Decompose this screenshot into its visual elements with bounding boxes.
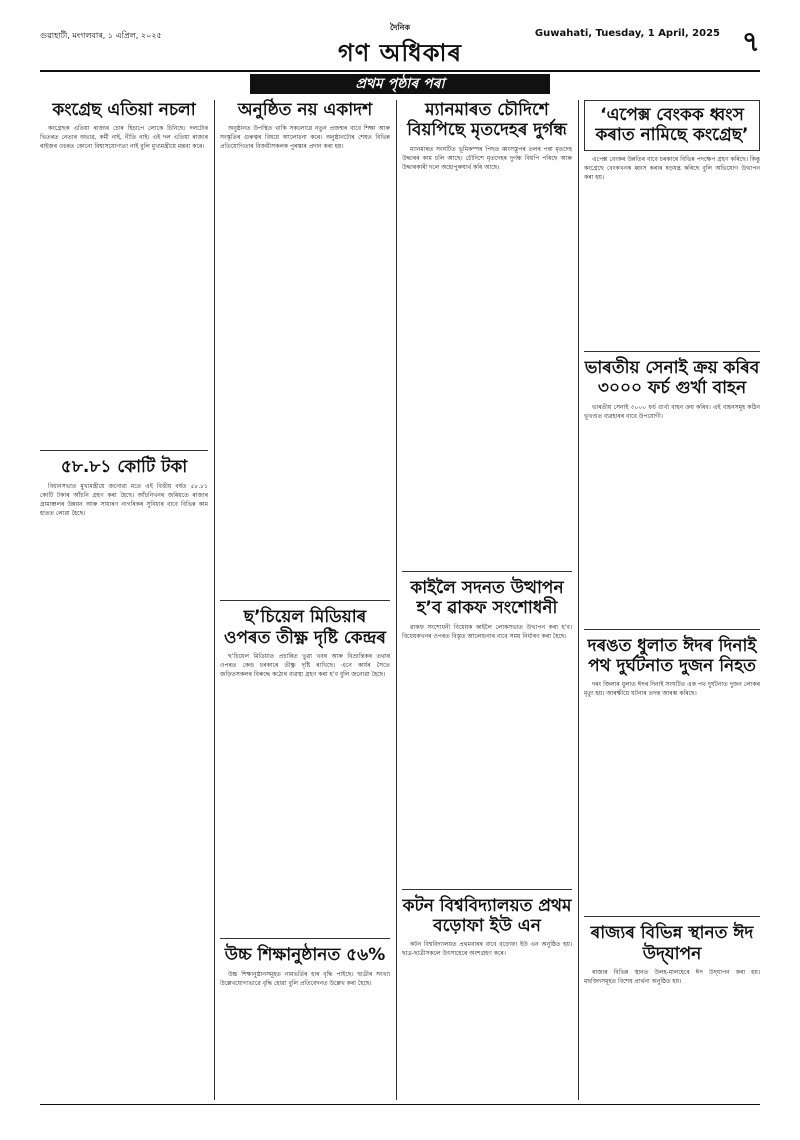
column-1 xyxy=(40,100,208,1042)
article-body: কটন বিশ্ববিদ্যালয়ত প্ৰথমবাৰৰ বাবে বড়োফা ইউ এন অনুষ্ঠিত হয়। ছাত্ৰ-ছাত্ৰীসকলে উৎসাহেৰে অংশগ্ৰহণ কৰে। xyxy=(402,941,572,958)
headline: ম্যানমাৰত চৌদিশে বিয়পিছে মৃতদেহৰ দুৰ্গন্ধ xyxy=(407,100,567,141)
headline: ছ’চিয়েল মিডিয়াৰ ওপৰত তীক্ষ্ণ দৃষ্টি কেন্দ্ৰৰ xyxy=(223,607,386,648)
headline: ৫৮.৮১ কোটি টকা xyxy=(60,457,188,478)
article-body: দৰং জিলাৰ ধুলাত ঈদৰ দিনাই সংঘটিত এক পথ দুৰ্ঘটনাত দুজন লোকৰ মৃত্যু হয়। আৰক্ষীয়ে ঘটনাৰ তদন্ত আৰম্ভ কৰিছে। xyxy=(584,681,760,698)
article-body: ম্যানমাৰত সংঘটিত ভূমিকম্পৰ পিছত ধ্বংসস্তূপৰ তলৰ পৰা মৃতদেহ উদ্ধাৰৰ কাম চলি আছে। চৌদিশে মৃতদেহৰ দুৰ্গন্ধ বিয়পি পৰিছে আৰু উদ্ধাৰকাৰী দলে অহোপুৰুষাৰ্থ কৰি আছে। xyxy=(402,145,572,171)
article-body: ভাৰতীয় সেনাই ৩০০০ ফৰ্চ গুৰ্খা বাহন ক্ৰয় কৰিব। এই বাহনসমূহ কঠিন ভূখণ্ডত ব্যৱহাৰৰ বাবে উপযোগী। xyxy=(584,403,760,420)
date-left: গুৱাহাটী, মংগলবাৰ, ১ এপ্ৰিল, ২০২৫ xyxy=(40,31,162,40)
headline: উচ্চ শিক্ষানুষ্ঠানত ৫৬% xyxy=(224,945,386,966)
headline: কাইলৈ সদনত উত্থাপন হ’ব ৱাকফ সংশোধনী xyxy=(410,577,564,619)
masthead xyxy=(40,20,760,68)
column-2 xyxy=(220,100,390,1120)
headline: কংগ্ৰেছ এতিয়া নচলা xyxy=(52,100,196,120)
headline: অনুষ্ঠিত নয় একাদশ xyxy=(237,100,373,120)
column-3 xyxy=(402,100,572,1140)
article-body: উচ্চ শিক্ষানুষ্ঠানসমূহত নামভৰ্তিৰ হাৰ বৃদ্ধি পাইছে। ছাত্ৰীৰ সংখ্যা উল্লেখযোগ্যভাৱে বৃদ্ধি হোৱা বুলি প্ৰতিবেদনত উল্লেখ কৰা হৈছে। xyxy=(220,970,390,987)
article-body: বিধানসভাত মুখ্যমন্ত্ৰীয়ে জনোৱা মতে এই বিত্তীয় বৰ্ষত ৫৮.৮১ কোটি টকাৰ আঁচনি গ্ৰহণ কৰা হৈছে। আঁচনিখনৰ জৰিয়তে ৰাজ্যৰ গ্ৰামাঞ্চলৰ উন্নয়ন আৰু সাধাৰণ নাগৰিকৰ সুবিধাৰ বাবে বিভিন্ন কাম হাতত লোৱা হৈছে। xyxy=(40,482,208,517)
headline: কটন বিশ্ববিদ্যালয়ত প্ৰথম বড়োফা ইউ এন xyxy=(402,895,572,936)
bottom-rule xyxy=(40,1104,760,1105)
column-divider xyxy=(396,100,397,1100)
newspaper-logo xyxy=(320,22,480,75)
article-body: এপেক্স বেংকৰ উন্নতিৰ বাবে চৰকাৰে বিভিন্ন পদক্ষেপ গ্ৰহণ কৰিছে। কিন্তু কংগ্ৰেছে বেংকখনক ধ্বংস কৰাৰ ষড়যন্ত্ৰ কৰিছে বুলি অভিযোগ উত্থাপন কৰা হয়। xyxy=(584,155,760,181)
headline: ৰাজ্যৰ বিভিন্ন স্থানত ঈদ উদ্‌যাপন xyxy=(590,923,754,964)
logo-text: গণ অধিকাৰ xyxy=(338,39,462,67)
article-body: কংগ্ৰেছক এতিয়া ৰাজ্যৰ চোৰ হিচাপে লোকে চিনিছে। দলটোৰ ভিতৰত নেতাৰ অভাৱ, কৰ্মী নাই, নীতি নাই। এই দল এতিয়া ৰাজ্যৰ ৰাইজৰ ওচৰত কোনো বিশ্বাসযোগ্যতা নাই বুলি মুখ্যমন্ত্ৰীয়ে মন্তব্য কৰে। xyxy=(40,125,208,151)
headline: ‘এপেক্স বেংকক ধ্বংস কৰাত নামিছে কংগ্ৰেছ’ xyxy=(584,100,760,151)
article-body: ছ’চিয়েল মিডিয়াত প্ৰচাৰিত ভুৱা খবৰ আৰু বিভ্ৰান্তিকৰ তথ্যৰ ওপৰত কেন্দ্ৰ চৰকাৰে তীক্ষ্ণ দৃষ্টি ৰাখিছে। এনে কাৰ্যৰ সৈতে জড়িতসকলৰ বিৰুদ্ধে কঠোৰ ব্যৱস্থা গ্ৰহণ কৰা হ’ব বুলি জনোৱা হৈছে। xyxy=(220,653,390,679)
page-number: ৭ xyxy=(741,25,760,58)
date-right: Guwahati, Tuesday, 1 April, 2025 xyxy=(534,28,720,39)
article-body: অনুষ্ঠানত উপস্থিত থাকি সকলোৱে নতুন প্ৰজন্মৰ বাবে শিক্ষা আৰু সংস্কৃতিৰ গুৰুত্বৰ বিষয়ে আলোচনা কৰে। অনুষ্ঠানটোৰ শেষত বিভিন্ন প্ৰতিযোগিতাৰ বিজয়ীসকলক পুৰস্কাৰ প্ৰদান কৰা হয়। xyxy=(220,125,390,151)
headline: দৰঙত ধুলাত ঈদৰ দিনাই পথ দুৰ্ঘটনাত দুজন নিহত xyxy=(587,635,757,676)
headline: ভাৰতীয় সেনাই ক্ৰয় কৰিব ৩০০০ ফৰ্চ গুৰ্খা বাহন xyxy=(584,357,760,399)
logo-small: দৈনিক xyxy=(389,23,411,32)
article-body: ৱাকফ সংশোধনী বিধেয়ক কাইলৈ লোকসভাত উত্থাপন কৰা হ’ব। বিধেয়কখনৰ ওপৰত বিস্তৃত আলোচনাৰ বাবে সময় নিৰ্ধাৰণ কৰা হৈছে। xyxy=(402,623,572,640)
column-divider xyxy=(214,100,215,1100)
column-divider xyxy=(578,100,579,1100)
article-body: ৰাজ্যৰ বিভিন্ন স্থানত উলহ-মালহেৰে ঈদ উদ্‌যাপন কৰা হয়। মছজিদসমূহত বিশেষ প্ৰাৰ্থনা অনুষ্ঠিত হয়। xyxy=(584,969,760,986)
top-rule xyxy=(40,70,760,72)
column-4 xyxy=(584,100,760,1118)
section-banner: প্ৰথম পৃষ্ঠাৰ পৰা xyxy=(250,74,550,94)
